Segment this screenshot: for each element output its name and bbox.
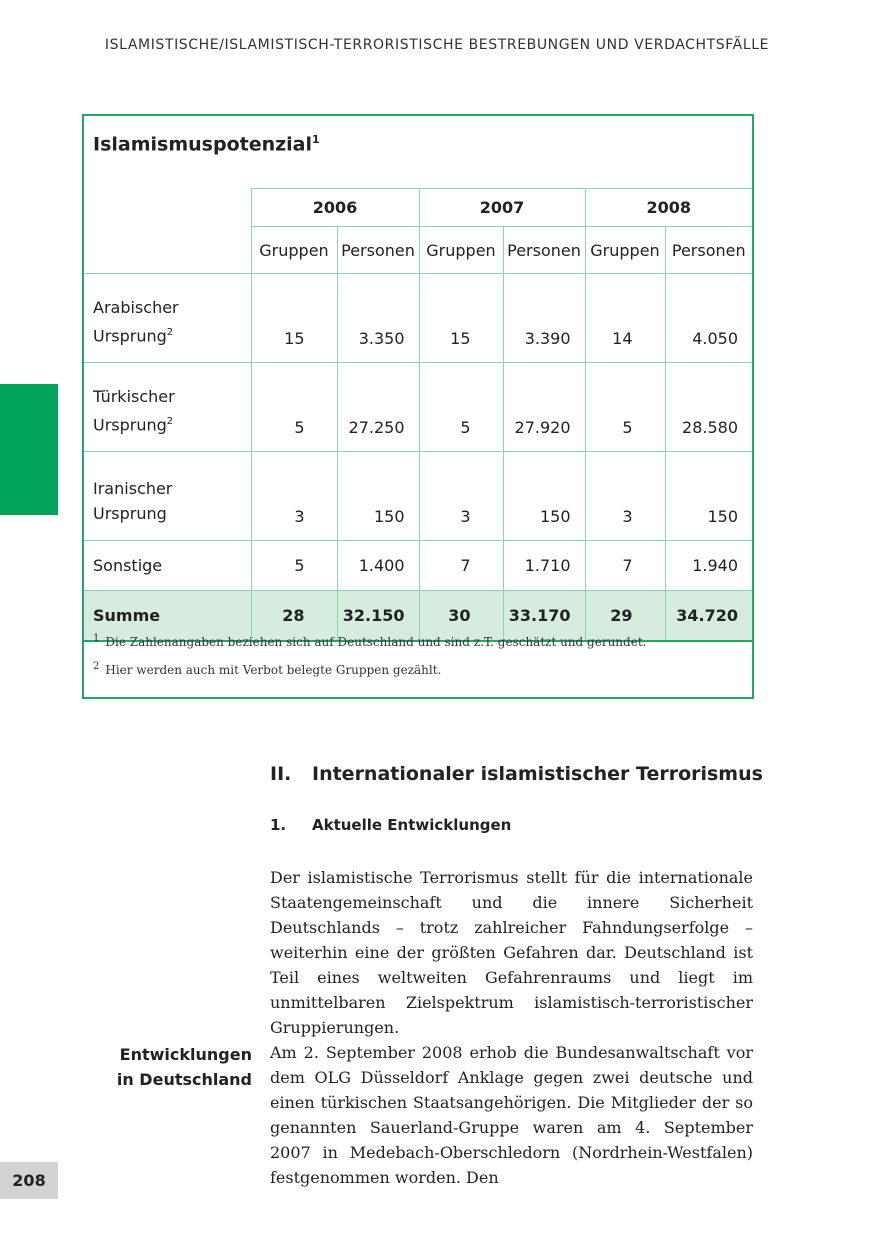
margin-label: Entwicklungen in Deutschland: [116, 1045, 252, 1089]
table-row: [84, 363, 752, 452]
paragraph-2: Am 2. September 2008 erhob die Bundesanwaltschaft vor dem OLG Düsseldorf Anklage gegen zwei deutsche und einen türkischen Staatsangehörigen. Die Mitglieder der so genannten Sauerland-Gruppe waren am 4. September 2007 in Medebach-Oberschledorn (Nordrhein-Westfalen) festgenommen worden. Den: [270, 1043, 753, 1187]
section-number: II.: [270, 763, 292, 785]
row-label: Iranischer Ursprung: [84, 452, 251, 541]
year-header-2008: 2008: [585, 189, 752, 227]
footnote-2: $^2$ Hier werden auch mit Verbot belegte Gruppen gezählt.: [93, 661, 442, 677]
section-heading: [270, 763, 763, 785]
cell-personen: 3.350: [337, 274, 419, 363]
cell-gruppen: 3: [251, 452, 337, 541]
year-header-row: [84, 189, 752, 227]
col-header-gruppen: Gruppen: [585, 227, 665, 274]
sum-personen: 34.720: [665, 591, 752, 642]
col-header-gruppen: Gruppen: [251, 227, 337, 274]
col-header-personen: Personen: [665, 227, 752, 274]
cell-personen: 27.250: [337, 363, 419, 452]
header-blank-cell: [84, 189, 251, 274]
table-row: [84, 274, 752, 363]
table-row: [84, 452, 752, 541]
cell-gruppen: 5: [251, 363, 337, 452]
cell-personen: 4.050: [665, 274, 752, 363]
sum-personen: 33.170: [503, 591, 585, 642]
running-head: ISLAMISTISCHE/ISLAMISTISCH-TERRORISTISCHE BESTREBUNGEN UND VERDACHTSFÄLLE: [104, 37, 770, 53]
paragraph-1: Der islamistische Terrorismus stellt für die internationale Staatengemeinschaft und die innere Sicherheit Deutschlands – trotz zahlreicher Fahndungserfolge – weiterhin eine der größten Gefahren dar. Deutschland ist Teil eines weltweiten Gefahrenraums und liegt im unmittelbaren Zielspektrum islamistisch-terroristischer Gruppierungen.: [270, 868, 753, 1037]
year-header-2006: 2006: [251, 189, 419, 227]
subsection-title: Aktuelle Entwicklungen: [312, 816, 512, 834]
cell-personen: 28.580: [665, 363, 752, 452]
sum-gruppen: 30: [419, 591, 503, 642]
cell-gruppen: 7: [419, 541, 503, 591]
table-row: [84, 541, 752, 591]
table-title-footnote-mark: 1: [312, 133, 320, 146]
cell-gruppen: 7: [585, 541, 665, 591]
chapter-tab-marker: [0, 384, 58, 515]
sum-gruppen: 28: [251, 591, 337, 642]
row-label: Türkischer Ursprung$^2$: [84, 363, 251, 452]
sum-label: Summe: [84, 591, 251, 642]
year-header-2007: 2007: [419, 189, 585, 227]
cell-personen: 3.390: [503, 274, 585, 363]
row-label: Sonstige: [84, 541, 251, 591]
table-title: Islamismuspotenzial$^1$: [93, 133, 320, 156]
footnote-mark: 2: [166, 415, 174, 427]
data-table: [84, 188, 752, 642]
subsection-number: 1.: [270, 816, 287, 834]
islamismuspotenzial-table-box: [82, 114, 754, 699]
cell-gruppen: 5: [585, 363, 665, 452]
section-title: Internationaler islamistischer Terrorismus: [312, 763, 763, 785]
cell-gruppen: 14: [585, 274, 665, 363]
cell-gruppen: 3: [419, 452, 503, 541]
cell-gruppen: 5: [251, 541, 337, 591]
sum-personen: 32.150: [337, 591, 419, 642]
cell-gruppen: 15: [419, 274, 503, 363]
cell-personen: 150: [665, 452, 752, 541]
col-header-gruppen: Gruppen: [419, 227, 503, 274]
row-label: Arabischer Ursprung$^2$: [84, 274, 251, 363]
cell-gruppen: 3: [585, 452, 665, 541]
col-header-personen: Personen: [503, 227, 585, 274]
cell-personen: 1.400: [337, 541, 419, 591]
footnote-mark: 2: [166, 326, 174, 338]
sum-gruppen: 29: [585, 591, 665, 642]
cell-personen: 1.710: [503, 541, 585, 591]
subsection-heading: [270, 816, 511, 834]
cell-personen: 1.940: [665, 541, 752, 591]
cell-gruppen: 15: [251, 274, 337, 363]
col-header-personen: Personen: [337, 227, 419, 274]
cell-personen: 150: [503, 452, 585, 541]
cell-personen: 27.920: [503, 363, 585, 452]
page-number: 208: [0, 1162, 58, 1199]
footnote-1: $^1$ Die Zahlenangaben beziehen sich auf Deutschland und sind z.T. geschätzt und gerundet.: [93, 633, 647, 649]
cell-personen: 150: [337, 452, 419, 541]
cell-gruppen: 5: [419, 363, 503, 452]
